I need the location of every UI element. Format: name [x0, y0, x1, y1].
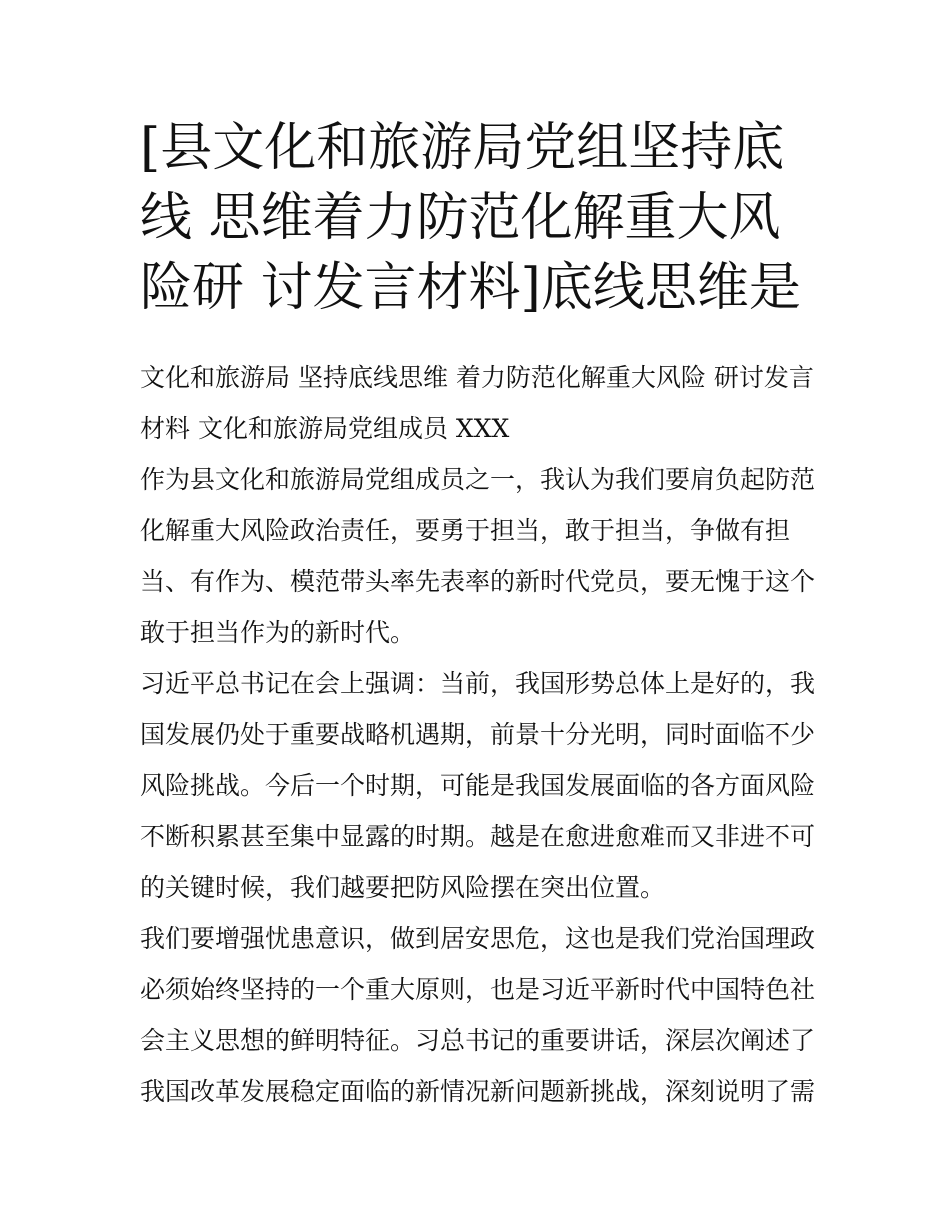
text-line: 不断积累甚至集中显露的时期。越是在愈进愈难而又非进不可 — [140, 822, 816, 851]
text-line: 的关键时候，我们越要把防风险摆在突出位置。 — [140, 873, 666, 902]
text-line: 会主义思想的鲜明特征。习总书记的重要讲话，深层次阐述了 — [140, 1026, 816, 1055]
document-body — [140, 352, 820, 1117]
text-line: 敢于担当作为的新时代。 — [140, 618, 416, 647]
paragraph — [140, 913, 820, 1117]
paragraph-subtitle — [140, 352, 820, 454]
title-line: 思维着力防范化解重大风险研 — [140, 188, 781, 318]
document-title — [140, 113, 820, 323]
text-line: 国发展仍处于重要战略机遇期，前景十分光明，同时面临不少 — [140, 720, 816, 749]
text-line: 我们要增强忧患意识，做到居安思危，这也是我们党治国理政 — [140, 924, 816, 953]
text-line: 当、有作为、模范带头率先表率的新时代党员，要无愧于这个 — [140, 567, 816, 596]
text-line: 文化和旅游局 坚持底线思维 着力防范化解重大风险 研讨发言 — [140, 363, 814, 392]
paragraph — [140, 658, 820, 913]
text-line: 材料 文化和旅游局党组成员 XXX — [140, 414, 510, 443]
text-line: 习近平总书记在会上强调：当前，我国形势总体上是好的，我 — [140, 669, 816, 698]
text-line: 我国改革发展稳定面临的新情况新问题新挑战，深刻说明了需 — [140, 1077, 816, 1106]
text-line: 必须始终坚持的一个重大原则，也是习近平新时代中国特色社 — [140, 975, 816, 1004]
title-line: 讨发言材料]底线思维是 — [260, 258, 801, 318]
title-line: [县文化和旅游局党组坚持底线 — [140, 118, 785, 248]
text-line: 风险挑战。今后一个时期，可能是我国发展面临的各方面风险 — [140, 771, 816, 800]
text-line: 作为县文化和旅游局党组成员之一，我认为我们要肩负起防范 — [140, 465, 816, 494]
paragraph — [140, 454, 820, 658]
text-line: 化解重大风险政治责任，要勇于担当，敢于担当，争做有担 — [140, 516, 791, 545]
